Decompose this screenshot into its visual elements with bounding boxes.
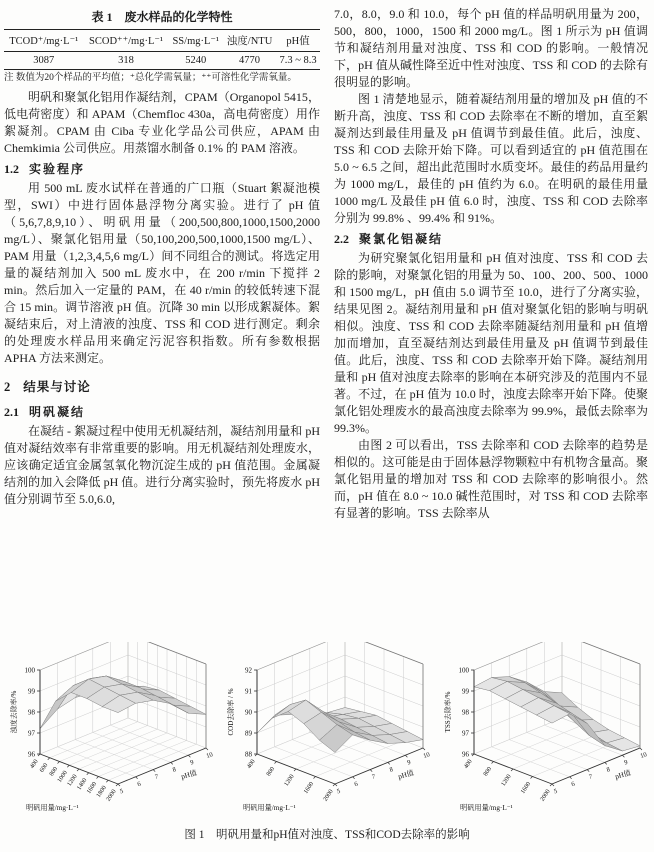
paragraph-figure1-discussion: 图 1 清楚地显示，随着凝结剂用量的增加及 pH 值的不断升高，浊度、TSS 和 COD 去除率在不断的增加，直至絮凝剂达到最佳用量及 pH 值调节到最佳值。此后，浊度、TSS 和 COD 去除开始下降。可以看到适宜的 pH 值范围在 5.0 ~ 6.5 之间，超出此范围时水质变坏。最佳的药品用量约为 1000 mg/L，最佳的 pH 值约为 6.0。在明矾的最佳用量 1000 mg/L 及最佳 pH 值 6.0 时，浊度、TSS 和 COD 去除率分别为 99.8% 、99.4% 和 91%。 [334, 92, 648, 225]
svg-text:6: 6 [136, 780, 142, 789]
svg-text:99: 99 [28, 687, 35, 696]
svg-text:90: 90 [245, 708, 252, 717]
heading-text: 结果与讨论 [23, 380, 91, 394]
svg-text:400: 400 [245, 758, 257, 770]
svg-text:pH值: pH值 [180, 768, 198, 781]
svg-text:400: 400 [462, 758, 474, 770]
table-1-header-turbidity: 浊度/NTU [226, 36, 273, 47]
table-1-value-turbidity: 4770 [239, 55, 261, 66]
surface-chart-tss-removal [438, 642, 651, 820]
svg-text:400: 400 [28, 758, 40, 770]
svg-text:6: 6 [353, 780, 359, 789]
svg-text:7: 7 [154, 773, 160, 781]
svg-text:97: 97 [462, 729, 469, 738]
svg-text:92: 92 [245, 666, 252, 675]
svg-text:9: 9 [406, 758, 412, 767]
heading-2-2-pac [334, 230, 648, 247]
svg-text:800: 800 [48, 765, 60, 778]
svg-text:9: 9 [623, 758, 629, 767]
svg-text:96: 96 [28, 750, 35, 759]
table-1-value-scod: 318 [118, 55, 134, 66]
svg-text:88: 88 [245, 750, 252, 759]
table-row [4, 52, 320, 70]
svg-text:1800: 1800 [95, 784, 108, 799]
svg-text:5: 5 [119, 787, 125, 796]
svg-text:1200: 1200 [499, 773, 513, 788]
svg-text:9: 9 [189, 758, 195, 767]
table-1-header-row [4, 30, 320, 52]
svg-text:10: 10 [205, 751, 214, 760]
table-1-header-ph: pH值 [286, 36, 310, 47]
right-text-column [334, 6, 648, 642]
table-1-header-tcod: TCOD⁺/mg·L⁻¹ [9, 35, 79, 47]
svg-text:96: 96 [462, 750, 469, 759]
heading-text: 实验程序 [29, 162, 86, 176]
svg-text:100: 100 [24, 666, 35, 675]
svg-text:明矾用量/mg·L⁻¹: 明矾用量/mg·L⁻¹ [460, 804, 513, 812]
left-text-column [4, 6, 320, 640]
paragraph-alum-coagulation: 在凝结 - 絮凝过程中使用无机凝结剂，凝结剂用量和 pH 值对凝结效率有非常重要的影响。用无机凝结剂处理废水，应该确定适宜金属氢氧化物沉淀生成的 pH 值范围。金属凝结剂的加入会降低 pH 值。进行分离实验时，预先将废水 pH 值分别调节至 5.0,6.0, [4, 424, 320, 506]
paragraph-procedure: 用 500 mL 废水试样在普通的广口瓶（Stuart 絮凝池模型，SWI）中进行固体悬浮物分离实验。进行了 pH 值（5,6,7,8,9,10）、明矾用量（200,500,800,1000,1500,2000 mg/L）、聚氯化铝用量（50,100,200,500,1000,1500 mg/L）、PAM 用量（1,2,3,4,5,6 mg/L）间不同组合的测试。将选定用量的凝结剂加入 500 mL 废水中，在 200 r/min 下搅拌 2 min。然后加入一定量的 PAM，在 40 r/min 的较低转速下混合 15 min。调节溶液 pH 值。沉降 30 min 以形成絮凝体。絮凝结束后，对上清液的浊度、TSS 和 COD 进行测定。剩余的处理废水样品用来确定污泥容积指数。所有参数根据 APHA 方法来测定。 [4, 181, 320, 365]
svg-text:800: 800 [482, 765, 494, 778]
heading-2-1-alum [4, 403, 320, 420]
svg-text:明矾用量/mg·L⁻¹: 明矾用量/mg·L⁻¹ [243, 804, 296, 812]
svg-text:8: 8 [171, 766, 177, 774]
table-1-value-ph: 7.3 ~ 8.3 [279, 55, 317, 66]
svg-text:5: 5 [553, 787, 559, 796]
svg-text:TSS去除率/%: TSS去除率/% [444, 691, 452, 733]
svg-text:1200: 1200 [65, 773, 79, 788]
svg-text:600: 600 [38, 761, 50, 774]
svg-text:1200: 1200 [282, 773, 296, 788]
svg-text:2000: 2000 [104, 788, 118, 803]
svg-text:10: 10 [639, 751, 648, 760]
table-1-value-tcod: 3087 [33, 55, 55, 66]
svg-text:明矾用量/mg·L⁻¹: 明矾用量/mg·L⁻¹ [26, 804, 79, 812]
table-1 [4, 29, 320, 70]
paragraph-pac-coagulation: 为研究聚氯化铝用量和 pH 值对浊度、TSS 和 COD 去除的影响，对聚氯化铝的用量为 50、100、200、500、1000 和 1500 mg/L，pH 值由 5.0 调节至 10.0，进行了分离实验，结果见图 2。凝结剂用量和 pH 值对聚氯化铝的影响与明矾相似。浊度、TSS 和 COD 去除率随凝结剂用量和 pH 值增加而增加，直至凝结剂达到最佳用量及 pH 值调节到最佳值。此后，浊度、TSS 和 COD 去除率开始下降。凝结剂用量和 pH 值对浊度去除率的影响在本研究涉及的范围内不显著。不过，在 pH 值为 10.0 时，浊度去除率开始下降。使聚氯化铝处理废水的最高浊度去除率为 99.9%，最低去除率为 99.3%。 [334, 251, 648, 435]
svg-text:8: 8 [605, 766, 611, 774]
paragraph-tss-cod-trend: 由图 2 可以看出，TSS 去除率和 COD 去除率的趋势是相似的。这可能是由于固体悬浮物颗粒中有机物含量高。聚氯化铝用量的增加对 TSS 和 COD 去除率的影响很小。然而，pH 值在 8.0 ~ 10.0 碱性范围时，对 TSS 和 COD 去除率有显著的影响。TSS 去除率从 [334, 438, 648, 520]
figure-1 [4, 642, 651, 820]
svg-text:2000: 2000 [538, 788, 552, 803]
surface-chart-turbidity-removal [4, 642, 217, 820]
svg-text:8: 8 [388, 766, 394, 774]
svg-text:98: 98 [462, 708, 469, 717]
heading-1-2-procedure [4, 160, 320, 177]
svg-text:6: 6 [570, 780, 576, 789]
svg-text:5: 5 [336, 787, 342, 796]
svg-text:COD去除率 / %: COD去除率 / % [227, 688, 235, 736]
heading-number: 2 [4, 380, 12, 394]
svg-text:7: 7 [588, 773, 594, 781]
svg-text:98: 98 [28, 708, 35, 717]
svg-text:800: 800 [265, 765, 277, 778]
figure-1-caption: 图 1 明矾用量和pH值对浊度、TSS和COD去除率的影响 [184, 829, 470, 841]
svg-text:1600: 1600 [302, 780, 316, 796]
svg-text:1400: 1400 [75, 776, 89, 792]
table-1-header-scod: SCOD⁺⁺/mg·L⁻¹ [89, 35, 164, 47]
heading-number: 2.2 [334, 232, 349, 246]
heading-2-results [4, 377, 320, 395]
svg-text:pH值: pH值 [397, 768, 415, 781]
table-1-caption: 表 1 废水样品的化学特性 [91, 10, 233, 24]
heading-text: 聚氯化铝凝结 [359, 232, 444, 246]
table-1-note: 注 数值为20个样品的平均值；⁺总化学需氧量；⁺⁺可溶性化学需氧量。 [4, 73, 297, 83]
svg-text:97: 97 [28, 729, 35, 738]
svg-text:100: 100 [458, 666, 469, 675]
svg-text:pH值: pH值 [614, 768, 632, 781]
svg-text:91: 91 [245, 687, 252, 696]
surface-chart-cod-removal [221, 642, 434, 820]
svg-text:2000: 2000 [321, 788, 335, 803]
heading-number: 2.1 [4, 405, 19, 419]
svg-text:99: 99 [462, 687, 469, 696]
svg-text:1600: 1600 [85, 780, 99, 796]
paragraph-continuation: 7.0，8.0，9.0 和 10.0，每个 pH 值的样品明矾用量为 200，500，800，1000，1500 和 2000 mg/L。图 1 所示为 pH 值调节和凝结剂用量对浊度、TSS 和 COD 的影响。一般情况下，pH 值从碱性降至近中性对浊度、TSS 和 COD 的去除有很明显的影响。 [334, 7, 648, 89]
heading-text: 明矾凝结 [29, 405, 86, 419]
svg-text:89: 89 [245, 729, 252, 738]
paragraph-materials: 明矾和聚氯化铝用作凝结剂，CPAM（Organopol 5415，低电荷密度）和 APAM（Chemfloc 430a，高电荷密度）用作絮凝剂。CPAM 由 Ciba 专业化学品公司供应，APAM 由 Chemkimia 公司供应。用蒸馏水制备 0.1% 的 PAM 溶液。 [4, 90, 320, 155]
svg-text:1000: 1000 [56, 769, 69, 784]
svg-text:1600: 1600 [519, 780, 533, 796]
svg-text:7: 7 [371, 773, 377, 781]
table-1-value-ss: 5240 [185, 55, 207, 66]
heading-number: 1.2 [4, 162, 19, 176]
svg-text:浊度去除率/%: 浊度去除率/% [10, 690, 18, 734]
svg-text:10: 10 [422, 751, 431, 760]
table-1-header-ss: SS/mg·L⁻¹ [172, 35, 220, 47]
